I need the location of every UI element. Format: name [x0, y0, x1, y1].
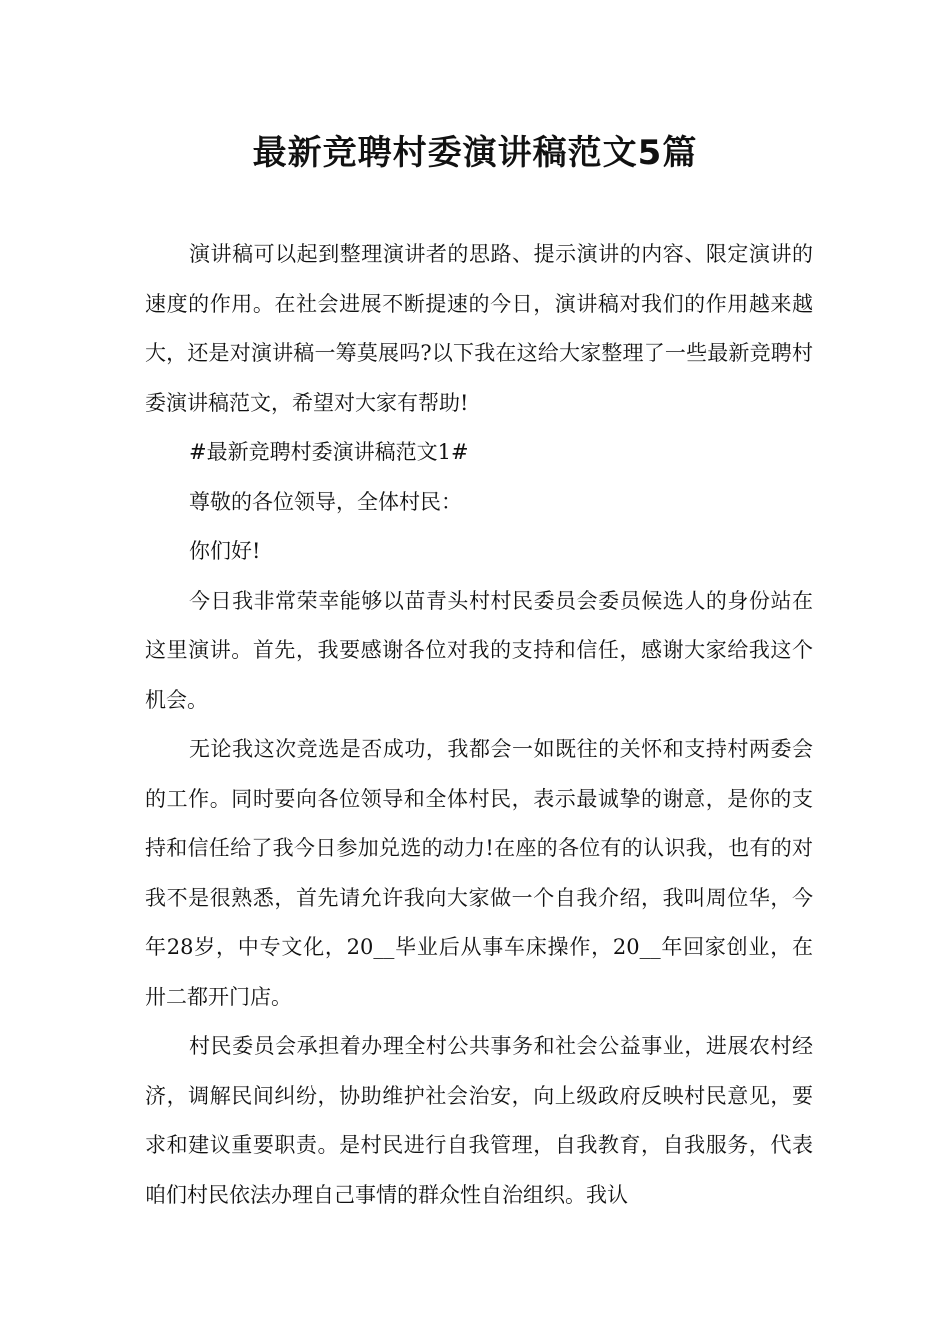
body-paragraph: 无论我这次竞选是否成功，我都会一如既往的关怀和支持村两委会的工作。同时要向各位领导和全体村民，表示最诚挚的谢意，是你的支持和信任给了我今日参加兑选的动力!在座的各位有的认识我，也有的对我不是很熟悉，首先请允许我向大家做一个自我介绍，我叫周位华，今年28岁，中专文化，20__毕业后从事车床操作，20__年回家创业，在卅二都开门店。 [145, 737, 813, 1009]
body-paragraph: 今日我非常荣幸能够以苗青头村村民委员会委员候选人的身份站在这里演讲。首先，我要感谢各位对我的支持和信任，感谢大家给我这个机会。 [145, 588, 813, 712]
document-title: 最新竞聘村委演讲稿范文5篇 [252, 133, 698, 173]
document-body [145, 230, 813, 1220]
section-heading: #最新竞聘村委演讲稿范文1# [189, 440, 469, 464]
salutation: 尊敬的各位领导，全体村民： [189, 489, 462, 514]
intro-paragraph: 演讲稿可以起到整理演讲者的思路、提示演讲的内容、限定演讲的速度的作用。在社会进展不断提速的今日，演讲稿对我们的作用越来越大，还是对演讲稿一筹莫展吗?以下我在这给大家整理了一些最新竞聘村委演讲稿范文，希望对大家有帮助! [145, 242, 813, 415]
body-paragraph: 村民委员会承担着办理全村公共事务和社会公益事业，进展农村经济，调解民间纠纷，协助维护社会治安，向上级政府反映村民意见，要求和建议重要职责。是村民进行自我管理，自我教育，自我服务，代表咱们村民依法办理自己事情的群众性自治组织。我认 [145, 1034, 813, 1207]
greeting: 你们好! [189, 539, 261, 563]
